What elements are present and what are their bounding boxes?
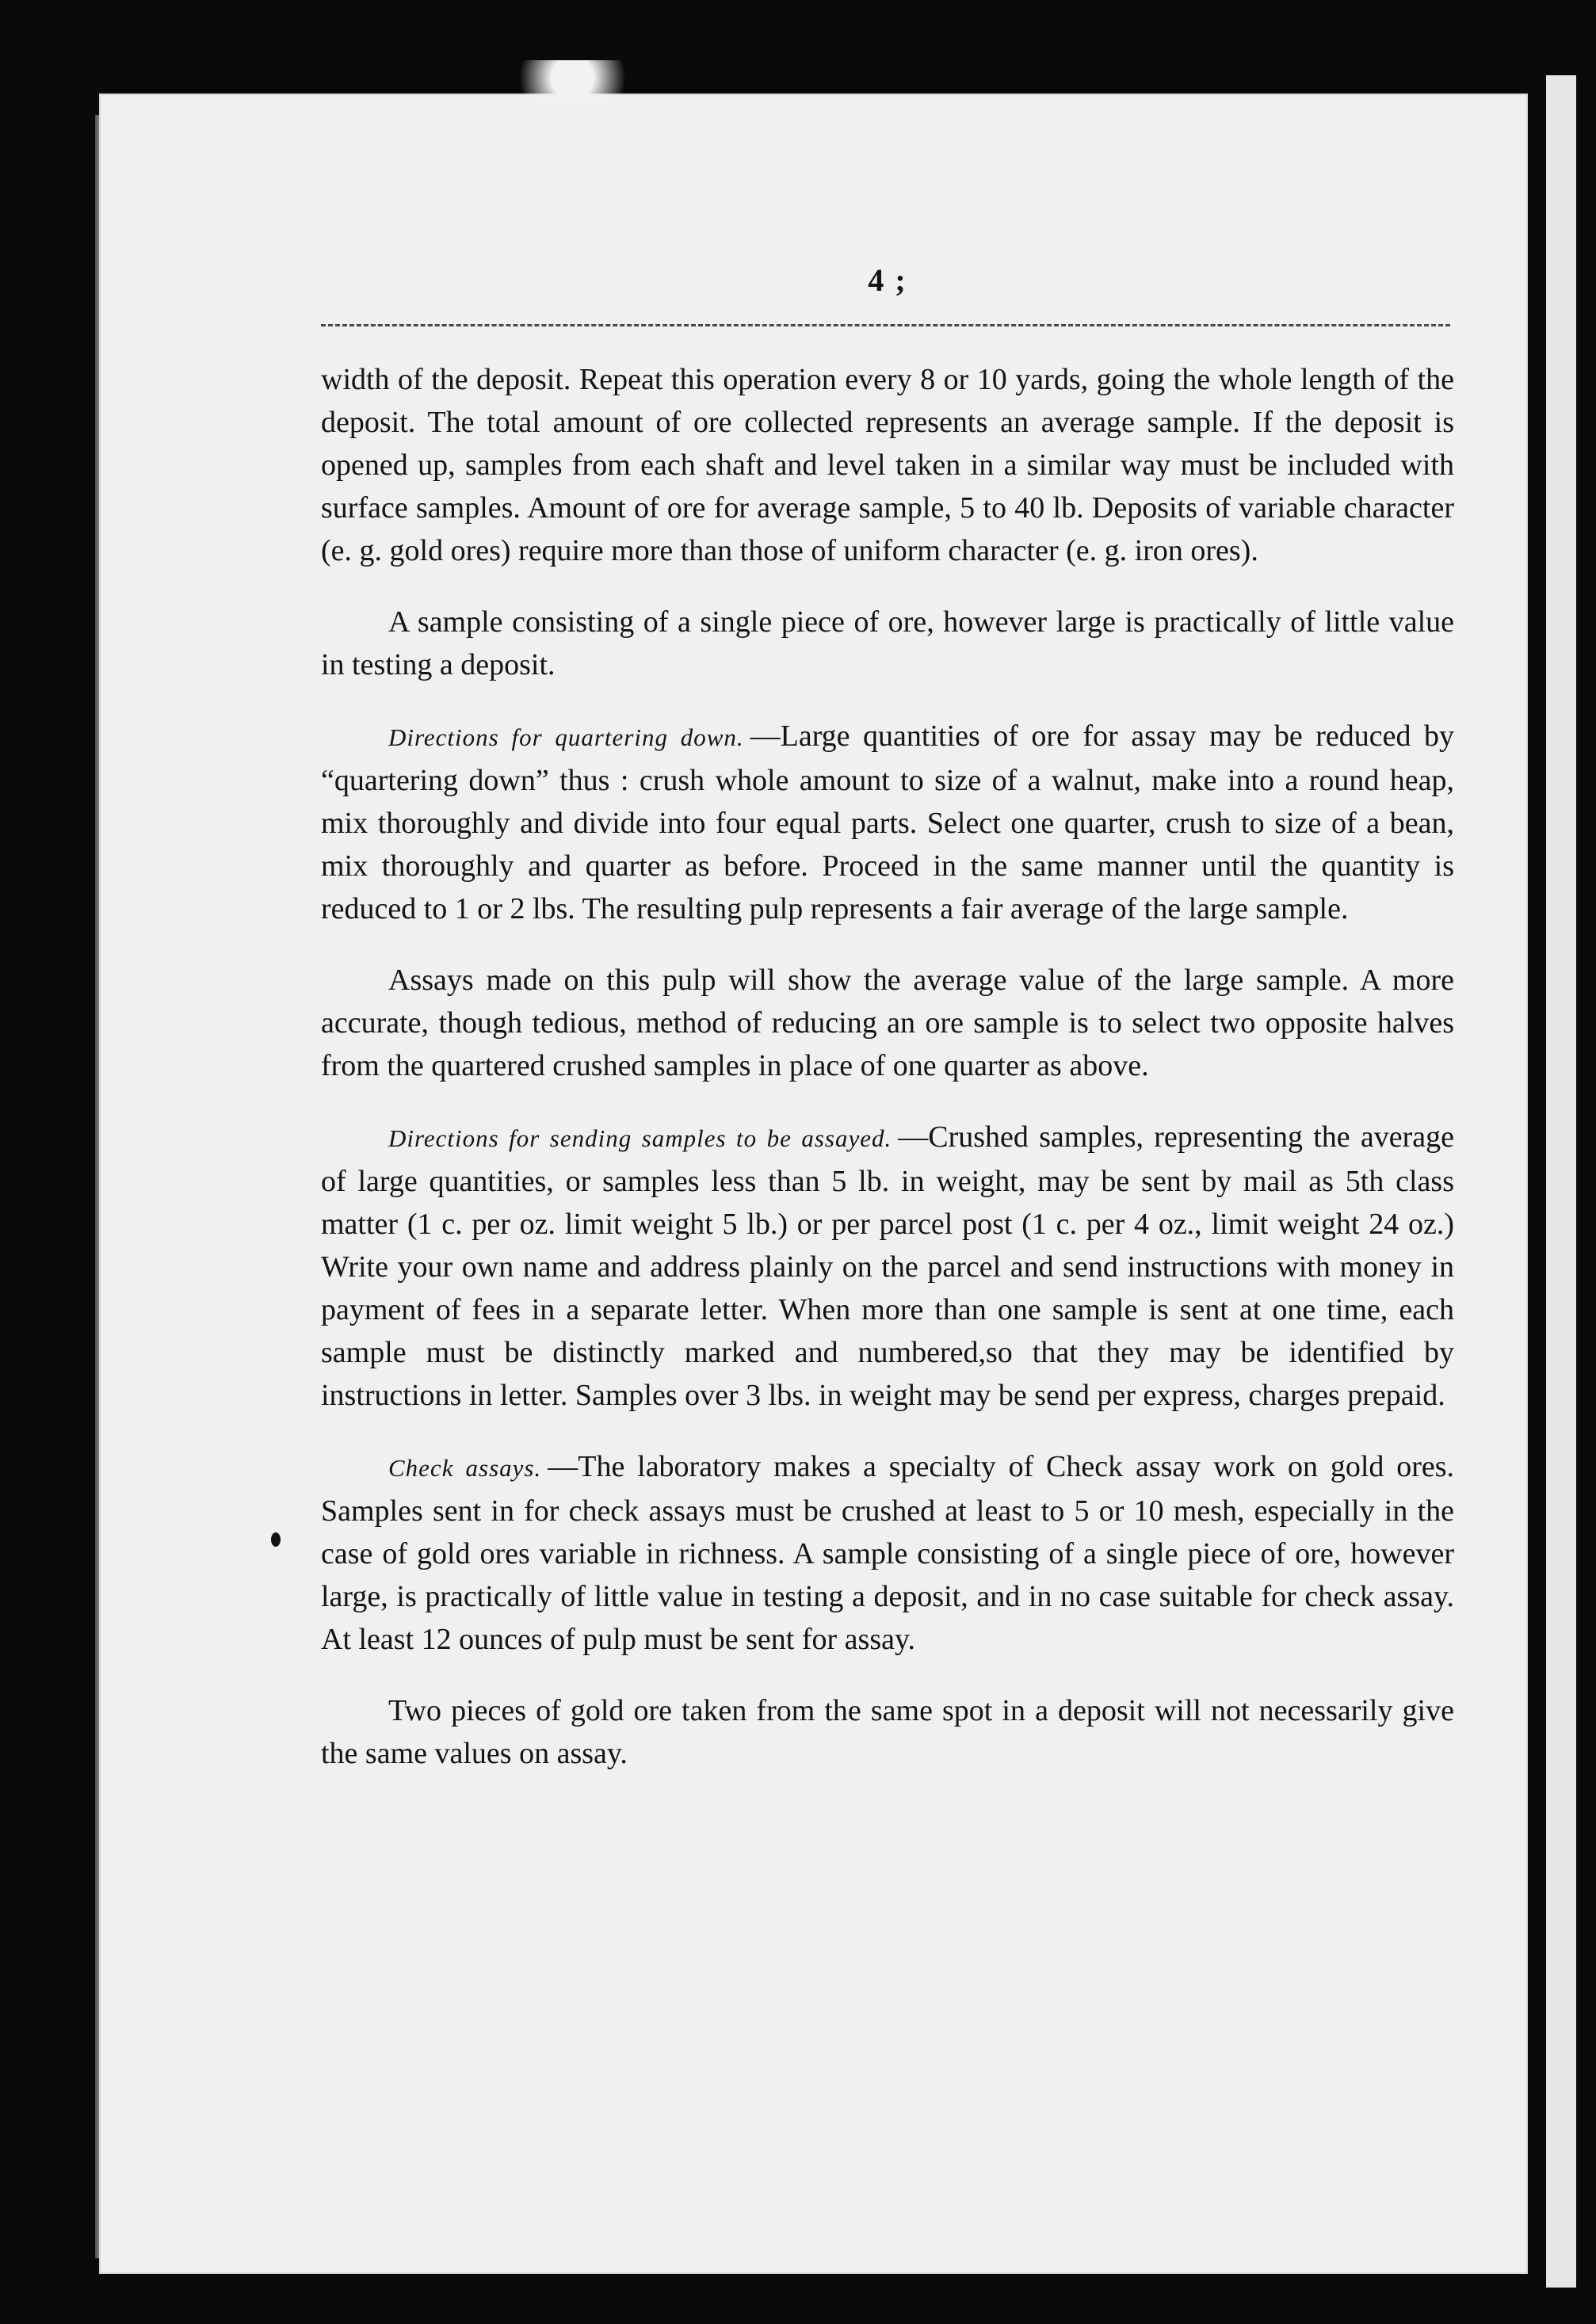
paragraph-3-text: —Large quantities of ore for assay may be reduced by “quartering down” thus : crush whole amount to size of a walnut, make into a round heap, mix thoroughly and divide into four equal parts. Select one quarter, crush to size of a bean, mix thoroughly and quarter as before. Proceed in the same manner until the quantity is reduced to 1 or 2 lbs. The resulting pulp represents a fair average of the large sample. (321, 719, 1454, 925)
paragraph-7-text: Two pieces of gold ore taken from the same spot in a deposit will not necessarily give the same values on assay. (321, 1694, 1454, 1770)
paragraph-6-text: —The laboratory makes a specialty of Check assay work on gold ores. Samples sent in for check assays must be crushed at least to 5 or 10 mesh, especially in the case of gold ores variable in richness. A sample consisting of a single piece of ore, however large, is practically of little value in testing a deposit, and in no case suitable for check assay. At least 12 ounces of pulp must be sent for assay. (321, 1450, 1454, 1656)
margin-ink-dot (271, 1532, 281, 1547)
paragraph-7 (321, 1689, 1454, 1775)
paragraph-5 (321, 1116, 1454, 1417)
scan-artifact-mark (507, 60, 626, 104)
adjacent-page-strip (1546, 75, 1576, 2288)
paragraph-3-heading: Directions for quartering down. (388, 723, 744, 751)
paragraph-6 (321, 1445, 1454, 1661)
paragraph-2 (321, 601, 1454, 686)
page-number: 4 ; (868, 262, 907, 298)
paragraph-1-text: width of the deposit. Repeat this operation every 8 or 10 yards, going the whole length of the deposit. The total amount of ore collected represents an average sample. If the deposit is opened up, samples from each shaft and level taken in a similar way must be included with surface samples. Amount of ore for average sample, 5 to 40 lb. Deposits of variable character (e. g. gold ores) require more than those of uniform character (e. g. iron ores). (321, 363, 1454, 567)
paragraph-5-heading: Directions for sending samples to be assayed. (388, 1124, 892, 1152)
paragraph-4-text: Assays made on this pulp will show the average value of the large sample. A more accurate, though tedious, method of reducing an ore sample is to select two opposite halves from the quartered crushed samples in place of one quarter as above. (321, 964, 1454, 1082)
paragraph-5-text: —Crushed samples, representing the average of large quantities, or samples less than 5 lb. in weight, may be sent by mail as 5th class matter (1 c. per oz. limit weight 5 lb.) or per parcel post (1 c. per 4 oz., limit weight 24 oz.) Write your own name and address plainly on the parcel and send instructions with money in payment of fees in a separate letter. When more than one sample is sent at one time, each sample must be distinctly marked and numbered,so that they may be identified by instructions in letter. Samples over 3 lbs. in weight may be send per express, charges prepaid. (321, 1120, 1454, 1412)
paragraph-6-heading: Check assays. (388, 1454, 542, 1482)
paragraph-4 (321, 959, 1454, 1087)
page-content (321, 261, 1454, 1803)
paragraph-3 (321, 715, 1454, 930)
header-rule (321, 324, 1450, 326)
paragraph-2-text: A sample consisting of a single piece of ore, however large is practically of little value in testing a deposit. (321, 605, 1454, 681)
paragraph-1 (321, 358, 1454, 572)
